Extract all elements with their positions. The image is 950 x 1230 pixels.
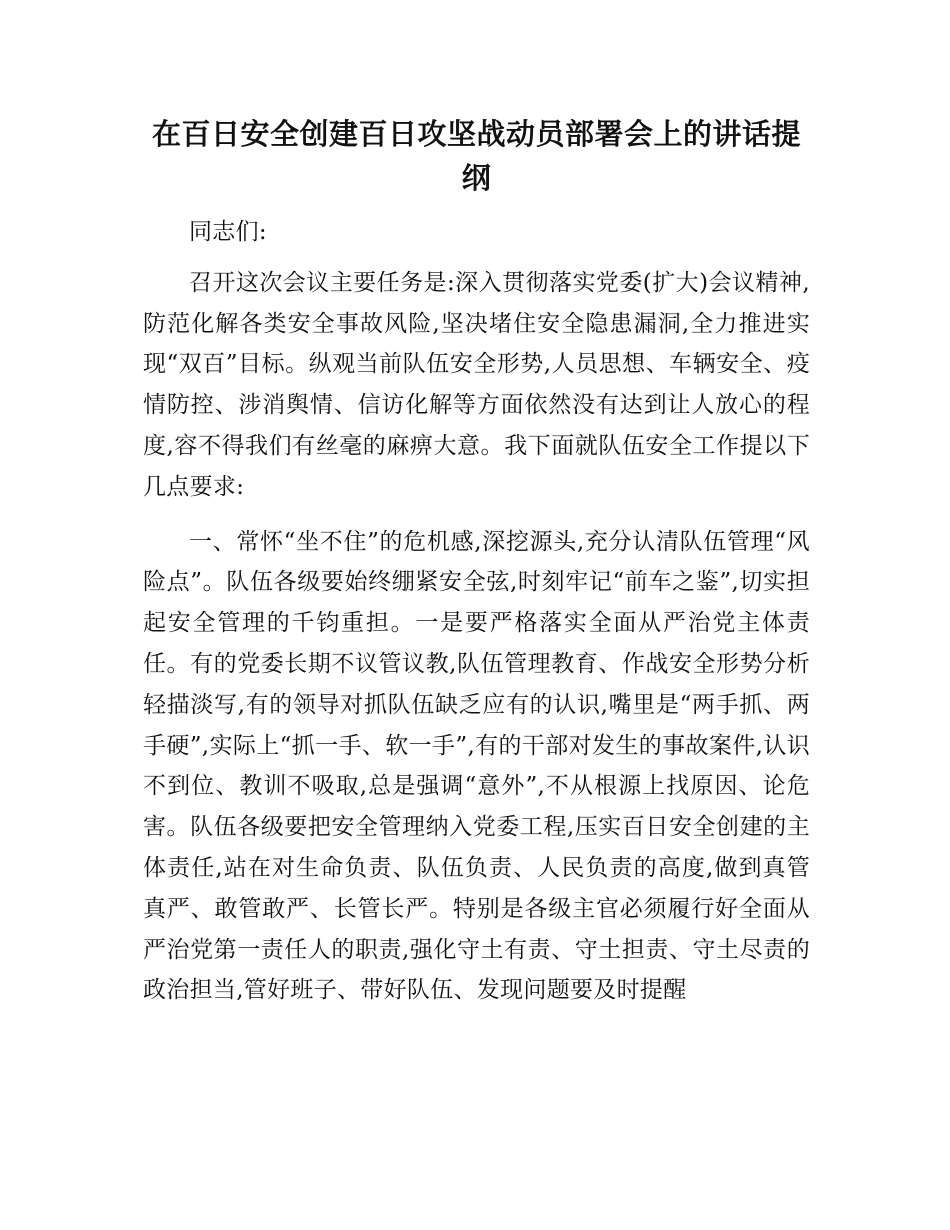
document-body [143,212,810,1011]
salutation: 同志们: [189,219,267,245]
document-page [143,112,810,1011]
paragraph-intro: 召开这次会议主要任务是:深入贯彻落实党委(扩大)会议精神,防范化解各类安全事故风险,坚决堵住安全隐患漏洞,全力推进实现“双百”目标。纵观当前队伍安全形势,人员思想、车辆安全、疫情防控、涉消舆情、信访化解等方面依然没有达到让人放心的程度,容不得我们有丝毫的麻痹大意。我下面就队伍安全工作提以下几点要求: [143,269,810,500]
paragraph-section-one: 一、常怀“坐不住”的危机感,深挖源头,充分认清队伍管理“风险点”。队伍各级要始终绷紧安全弦,时刻牢记“前车之鉴”,切实担起安全管理的千钧重担。一是要严格落实全面从严治党主体责任。有的党委长期不议管议教,队伍管理教育、作战安全形势分析轻描淡写,有的领导对抓队伍缺乏应有的认识,嘴里是“两手抓、两手硬”,实际上“抓一手、软一手”,有的干部对发生的事故案件,认识不到位、教训不吸取,总是强调“意外”,不从根源上找原因、论危害。队伍各级要把安全管理纳入党委工程,压实百日安全创建的主体责任,站在对生命负责、队伍负责、人民负责的高度,做到真管真严、敢管敢严、长管长严。特别是各级主官必须履行好全面从严治党第一责任人的职责,强化守土有责、守土担责、守土尽责的政治担当,管好班子、带好队伍、发现问题要及时提醒 [143,528,810,1004]
document-title: 在百日安全创建百日攻坚战动员部署会上的讲话提纲 [151,117,801,195]
